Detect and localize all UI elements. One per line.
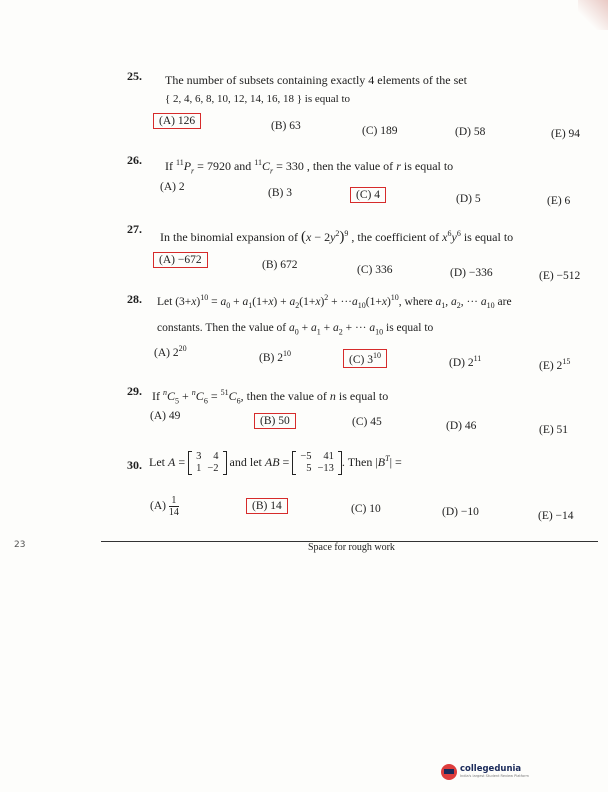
- option-b: (B) 3: [268, 187, 292, 199]
- option-b-marked: (B) 50: [254, 413, 296, 429]
- option-c: (C) 336: [357, 264, 393, 276]
- condition-text: = 7920 and: [197, 159, 252, 173]
- question-number: 28.: [127, 292, 142, 306]
- word-where: , where: [398, 295, 433, 308]
- option-a: (A) $2^{20}$: [154, 344, 187, 359]
- word-if: If: [152, 389, 160, 403]
- question-text: If $^nC_5 + ^nC_6 = ^{51}C_6$, then the value of n is equal to: [152, 388, 389, 406]
- condition-text-2: = 330 , then the value of: [276, 159, 394, 173]
- word-let: Let: [157, 295, 173, 308]
- option-d: (D) −10: [442, 506, 479, 518]
- margin-note: 23: [14, 540, 26, 550]
- question-number: 29.: [127, 384, 142, 398]
- word-are: are: [497, 295, 512, 308]
- question-text: Let A = 3 4 1 −2 and let AB = −5 41 5 −13 . Then $|B^T|$ =: [149, 451, 402, 474]
- question-text: Let $(3+x)^{10} = a_0 + a_1(1+x) + a_2(1+x)^2 + \cdot\cdot\cdot a_{10}(1+x)^{10}$, where $a_1$, $a_2$, ··· $a_{10}$ are: [157, 293, 512, 311]
- question-number: 27.: [127, 222, 142, 236]
- option-e: (E) $2^{15}$: [539, 357, 571, 372]
- option-a: (A) $\frac{1}{14}$: [150, 495, 179, 518]
- question-text: If $^{11}P_r = 7920$ and $^{11}C_r = 330$ , then the value of r is equal to: [165, 158, 454, 176]
- option-c-marked: (C) $3^{10}$: [343, 349, 387, 368]
- option-d: (D) 58: [455, 126, 486, 138]
- option-b-marked: (B) 14: [246, 498, 288, 514]
- option-d: (D) 5: [456, 193, 481, 205]
- variable-n: n: [329, 389, 336, 403]
- matrix-ab: −5 41 5 −13: [292, 451, 342, 475]
- fraction: $\frac{1}{14}$: [168, 495, 179, 518]
- option-d: (D) $2^{11}$: [449, 354, 482, 369]
- rough-work-label: Space for rough work: [308, 542, 395, 553]
- question-text: The number of subsets containing exactly 4 elements of the set: [165, 73, 467, 87]
- question-number: 30.: [127, 458, 142, 472]
- question-text: In the binomial expansion of $(x - 2y^2)^9$ , the coefficient of $x^6y^6$ is equal to: [160, 229, 514, 245]
- option-b: (B) $2^{10}$: [259, 349, 291, 364]
- option-a: (A) 2: [160, 181, 185, 193]
- option-d: (D) 46: [446, 420, 477, 432]
- question-number: 25.: [127, 69, 142, 83]
- option-e: (E) 51: [539, 424, 569, 436]
- question-line2-start: constants. Then the value of: [157, 322, 287, 334]
- page-corner-stain: [578, 0, 608, 30]
- logo-name: collegedunia: [460, 764, 522, 774]
- question-text-line-2: constants. Then the value of $a_0 + a_1 + a_2$ + ··· $a_{10}$ is equal to: [157, 322, 434, 337]
- option-c: (C) 189: [362, 125, 398, 137]
- question-number: 26.: [127, 153, 142, 167]
- option-a-marked: (A) −672: [153, 252, 208, 268]
- option-a: (A) 49: [150, 410, 181, 422]
- collegedunia-logo: [441, 762, 529, 782]
- question-end: is equal to: [338, 389, 389, 403]
- matrix-a: 3 4 1 −2: [188, 451, 226, 475]
- option-e: (E) 6: [547, 195, 571, 207]
- option-d: (D) −336: [450, 267, 493, 279]
- word-and-let: and let: [229, 454, 262, 469]
- word-then: . Then: [341, 454, 373, 469]
- question-line2-end: is equal to: [386, 322, 434, 334]
- option-b: (B) 63: [271, 120, 301, 132]
- logo-tagline: India's largest Student Review Platform: [460, 774, 529, 778]
- word-let: Let: [149, 454, 165, 469]
- option-e: (E) −14: [538, 510, 574, 522]
- question-start: In the binomial expansion of: [160, 230, 298, 244]
- question-end: is equal to: [463, 230, 514, 244]
- option-e: (E) −512: [539, 270, 581, 282]
- option-b: (B) 672: [262, 259, 298, 271]
- question-set: { 2, 4, 6, 8, 10, 12, 14, 16, 18 } is equal to: [165, 93, 351, 105]
- question-mid: , then the value of: [240, 389, 327, 403]
- logo-icon: [441, 764, 457, 780]
- question-end: is equal to: [403, 159, 454, 173]
- option-a-marked: (A) 126: [153, 113, 201, 129]
- variable-r: r: [396, 159, 401, 173]
- option-c-crossed: (C) 45: [352, 416, 382, 428]
- option-e: (E) 94: [551, 128, 581, 140]
- question-mid: , the coefficient of: [351, 230, 440, 244]
- word-if: If: [165, 159, 173, 173]
- option-c-marked: (C) 4: [350, 187, 386, 203]
- option-c: (C) 10: [351, 503, 381, 515]
